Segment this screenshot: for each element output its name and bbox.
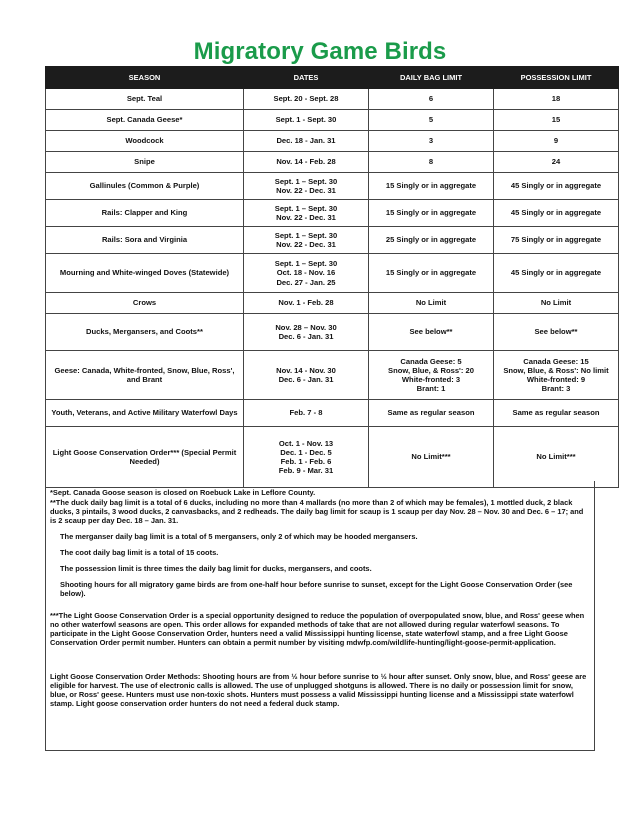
possession-limit-cell-line: See below** <box>534 327 578 337</box>
bag-limit-cell-line: Same as regular season <box>387 408 475 418</box>
bag-limit-cell <box>369 89 494 110</box>
table-row <box>46 293 619 314</box>
note-merganser: The merganser daily bag limit is a total of 5 mergansers, only 2 of which may be hooded mergansers. <box>60 532 418 541</box>
bag-limit-cell <box>369 131 494 152</box>
dates-cell <box>244 293 369 314</box>
possession-limit-cell <box>494 314 619 351</box>
dates-cell <box>244 173 369 200</box>
dates-cell-line: Dec. 1 - Dec. 5 <box>280 447 332 457</box>
note-shooting-hours: Shooting hours for all migratory game birds are from one-half hour before sunrise to sunset, except for the Light Goose Conservation Order (see below). <box>60 580 573 599</box>
dates-cell-line: Dec. 18 - Jan. 31 <box>276 136 336 146</box>
possession-limit-cell-line: 45 Singly or in aggregate <box>510 208 602 218</box>
possession-limit-cell-line: 15 <box>551 115 561 125</box>
possession-limit-cell <box>494 427 619 488</box>
bag-limit-cell <box>369 110 494 131</box>
header-daily-bag-limit: DAILY BAG LIMIT <box>369 67 494 89</box>
possession-limit-cell <box>494 400 619 427</box>
table-row <box>46 400 619 427</box>
footnotes-box <box>45 481 595 751</box>
table-row <box>46 227 619 254</box>
bag-limit-cell <box>369 254 494 293</box>
dates-cell-line: Nov. 22 - Dec. 31 <box>276 186 336 195</box>
dates-cell-line: Feb. 7 - 8 <box>289 408 323 418</box>
dates-cell <box>244 400 369 427</box>
dates-cell <box>244 131 369 152</box>
bag-limit-cell <box>369 227 494 254</box>
table-row <box>46 254 619 293</box>
table-row <box>46 200 619 227</box>
dates-cell-line: Sept. 1 – Sept. 30 <box>274 259 338 269</box>
bag-limit-cell-line: 5 <box>428 115 434 125</box>
season-cell: Sept. Canada Geese* <box>46 110 244 131</box>
header-possession-limit: POSSESSION LIMIT <box>494 67 619 89</box>
season-cell: Snipe <box>46 152 244 173</box>
header-season: SEASON <box>46 67 244 89</box>
dates-cell-line: Sept. 20 - Sept. 28 <box>273 94 339 104</box>
dates-cell-line: Dec. 6 - Jan. 31 <box>278 375 334 384</box>
possession-limit-cell-line: No Limit*** <box>536 452 576 462</box>
bag-limit-cell <box>369 152 494 173</box>
note-possession: The possession limit is three times the daily bag limit for ducks, mergansers, and coots. <box>60 564 372 573</box>
table-header-row <box>46 67 619 89</box>
table-row <box>46 131 619 152</box>
bag-limit-cell-line: No Limit*** <box>411 452 451 462</box>
dates-cell-line: Nov. 14 - Feb. 28 <box>276 157 336 167</box>
dates-cell-line: Oct. 18 - Nov. 16 <box>276 268 336 278</box>
bag-limit-cell <box>369 314 494 351</box>
header-dates: DATES <box>244 67 369 89</box>
season-cell: Youth, Veterans, and Active Military Waterfowl Days <box>46 400 244 427</box>
dates-cell-line: Nov. 22 - Dec. 31 <box>276 240 336 249</box>
bag-limit-cell-line: 6 <box>428 94 434 104</box>
possession-limit-cell-line: No Limit <box>540 298 572 308</box>
note-light-goose-order: ***The Light Goose Conservation Order is a special opportunity designed to reduce the population of overpopulated snow, blue, and Ross' geese when no other waterfowl seasons are open. This order allows for expanded methods of take that are not allowed during regular waterfowl seasons. To participate in the Light Goose Conservation Order, hunters need a valid Mississippi hunting license, state waterfowl stamp, and a free Light Goose Conservation Order permit number. Hunters can obtain a permit number by visiting mdwfp.com/wildlife-hunting/light-goose-permit-application. <box>50 611 585 648</box>
possession-limit-cell-line: 45 Singly or in aggregate <box>510 268 602 278</box>
possession-limit-cell <box>494 131 619 152</box>
note-duck-bag-limit: **The duck daily bag limit is a total of 6 ducks, including no more than 4 mallards (no more than 2 of which may be females), 1 mottled duck, 2 black ducks, 3 pintails, 3 wood ducks, 2 canvasbacks, and 2 redheads. The daily bag limit for scaup is 1 scaup per day Nov. 28 – Nov. 30 and Dec. 6 – 17; and is 2 scaup per day Dec. 18 – Jan. 31. <box>50 498 584 526</box>
bag-limit-cell-line: No Limit <box>415 298 447 308</box>
note-canada-goose: *Sept. Canada Goose season is closed on Roebuck Lake in Leflore County. <box>50 488 316 497</box>
bag-limit-cell-line: 15 Singly or in aggregate <box>385 268 477 278</box>
table-row <box>46 351 619 400</box>
season-cell: Gallinules (Common & Purple) <box>46 173 244 200</box>
dates-cell <box>244 152 369 173</box>
dates-cell <box>244 351 369 400</box>
dates-cell-line: Feb. 1 - Feb. 6 <box>280 457 332 466</box>
dates-cell-line: Feb. 9 - Mar. 31 <box>278 466 334 476</box>
bag-limit-cell-line: 25 Singly or in aggregate <box>385 235 477 245</box>
bag-limit-cell <box>369 293 494 314</box>
table-row <box>46 173 619 200</box>
bag-limit-cell <box>369 400 494 427</box>
possession-limit-cell-line: 45 Singly or in aggregate <box>510 181 602 191</box>
dates-cell-line: Nov. 28 – Nov. 30 <box>275 322 337 332</box>
bag-limit-cell-line: Brant: 1 <box>416 384 446 394</box>
bag-limit-cell <box>369 173 494 200</box>
table-row <box>46 152 619 173</box>
season-cell: Woodcock <box>46 131 244 152</box>
bag-limit-cell-line: Canada Geese: 5 <box>400 356 462 366</box>
bag-limit-cell-line: 3 <box>428 136 434 146</box>
dates-cell-line: Sept. 1 - Sept. 30 <box>275 115 337 125</box>
bag-limit-cell-line: White-fronted: 3 <box>401 375 461 384</box>
dates-cell <box>244 110 369 131</box>
bag-limit-cell <box>369 200 494 227</box>
possession-limit-cell-line: 9 <box>553 136 559 146</box>
bag-limit-cell-line: See below** <box>409 327 453 337</box>
bag-limit-cell-line: Snow, Blue, & Ross': 20 <box>388 365 474 375</box>
table-row <box>46 314 619 351</box>
possession-limit-cell-line: 75 Singly or in aggregate <box>510 235 602 245</box>
note-coot: The coot daily bag limit is a total of 15 coots. <box>60 548 219 557</box>
dates-cell-line: Nov. 22 - Dec. 31 <box>276 213 336 222</box>
possession-limit-cell-line: Canada Geese: 15 <box>523 356 589 366</box>
bag-limit-cell <box>369 427 494 488</box>
possession-limit-cell <box>494 254 619 293</box>
table-row <box>46 427 619 488</box>
possession-limit-cell <box>494 173 619 200</box>
season-cell: Rails: Clapper and King <box>46 200 244 227</box>
table-row <box>46 110 619 131</box>
note-light-goose-methods: Light Goose Conservation Order Methods: Shooting hours are from ½ hour before sunrise to ½ hour after sunset. Only snow, blue, and Ross' geese are eligible for harvest. The use of electronic calls is allowed. The use of unplugged shotguns is allowed. There is no daily or possession limit for snow, blue, or Ross' geese. Hunters must use non-toxic shots. Hunters must possess a valid Mississippi hunting license and a Mississippi state waterfowl stamp. Light goose conservation order hunters do not need a federal duck stamp. <box>50 672 587 709</box>
table-body <box>46 89 619 488</box>
dates-cell-line: Dec. 27 - Jan. 25 <box>276 277 336 287</box>
possession-limit-cell-line: Same as regular season <box>512 408 600 418</box>
possession-limit-cell-line: 24 <box>551 157 561 167</box>
season-cell: Mourning and White-winged Doves (Statewide) <box>46 254 244 293</box>
bag-limit-cell-line: 15 Singly or in aggregate <box>385 208 477 218</box>
dates-cell <box>244 200 369 227</box>
dates-cell-line: Oct. 1 - Nov. 13 <box>278 438 334 448</box>
season-cell: Geese: Canada, White-fronted, Snow, Blue, Ross', and Brant <box>46 351 244 400</box>
season-cell: Light Goose Conservation Order*** (Special Permit Needed) <box>46 427 244 488</box>
possession-limit-cell-line: White-fronted: 9 <box>526 375 586 384</box>
bag-limit-cell <box>369 351 494 400</box>
table-row <box>46 89 619 110</box>
dates-cell <box>244 314 369 351</box>
dates-cell <box>244 227 369 254</box>
dates-cell-line: Dec. 6 - Jan. 31 <box>278 332 334 341</box>
page-title: Migratory Game Birds <box>193 38 447 65</box>
possession-limit-cell-line: 18 <box>551 94 561 104</box>
dates-cell-line: Nov. 14 - Nov. 30 <box>276 365 336 375</box>
possession-limit-cell-line: Snow, Blue, & Ross': No limit <box>503 365 609 375</box>
season-cell: Sept. Teal <box>46 89 244 110</box>
bag-limit-cell-line: 15 Singly or in aggregate <box>385 181 477 191</box>
possession-limit-cell <box>494 89 619 110</box>
season-cell: Rails: Sora and Virginia <box>46 227 244 254</box>
possession-limit-cell <box>494 200 619 227</box>
dates-cell <box>244 89 369 110</box>
dates-cell <box>244 254 369 293</box>
bag-limit-cell-line: 8 <box>428 157 434 167</box>
possession-limit-cell <box>494 152 619 173</box>
possession-limit-cell <box>494 293 619 314</box>
possession-limit-cell-line: Brant: 3 <box>541 384 571 394</box>
possession-limit-cell <box>494 110 619 131</box>
dates-cell <box>244 427 369 488</box>
possession-limit-cell <box>494 351 619 400</box>
season-cell: Crows <box>46 293 244 314</box>
regulations-table <box>45 66 619 488</box>
dates-cell-line: Nov. 1 - Feb. 28 <box>278 298 334 308</box>
season-cell: Ducks, Mergansers, and Coots** <box>46 314 244 351</box>
possession-limit-cell <box>494 227 619 254</box>
dates-cell-line: Sept. 1 – Sept. 30 <box>274 230 338 240</box>
dates-cell-line: Sept. 1 – Sept. 30 <box>274 176 338 186</box>
dates-cell-line: Sept. 1 – Sept. 30 <box>274 203 338 213</box>
